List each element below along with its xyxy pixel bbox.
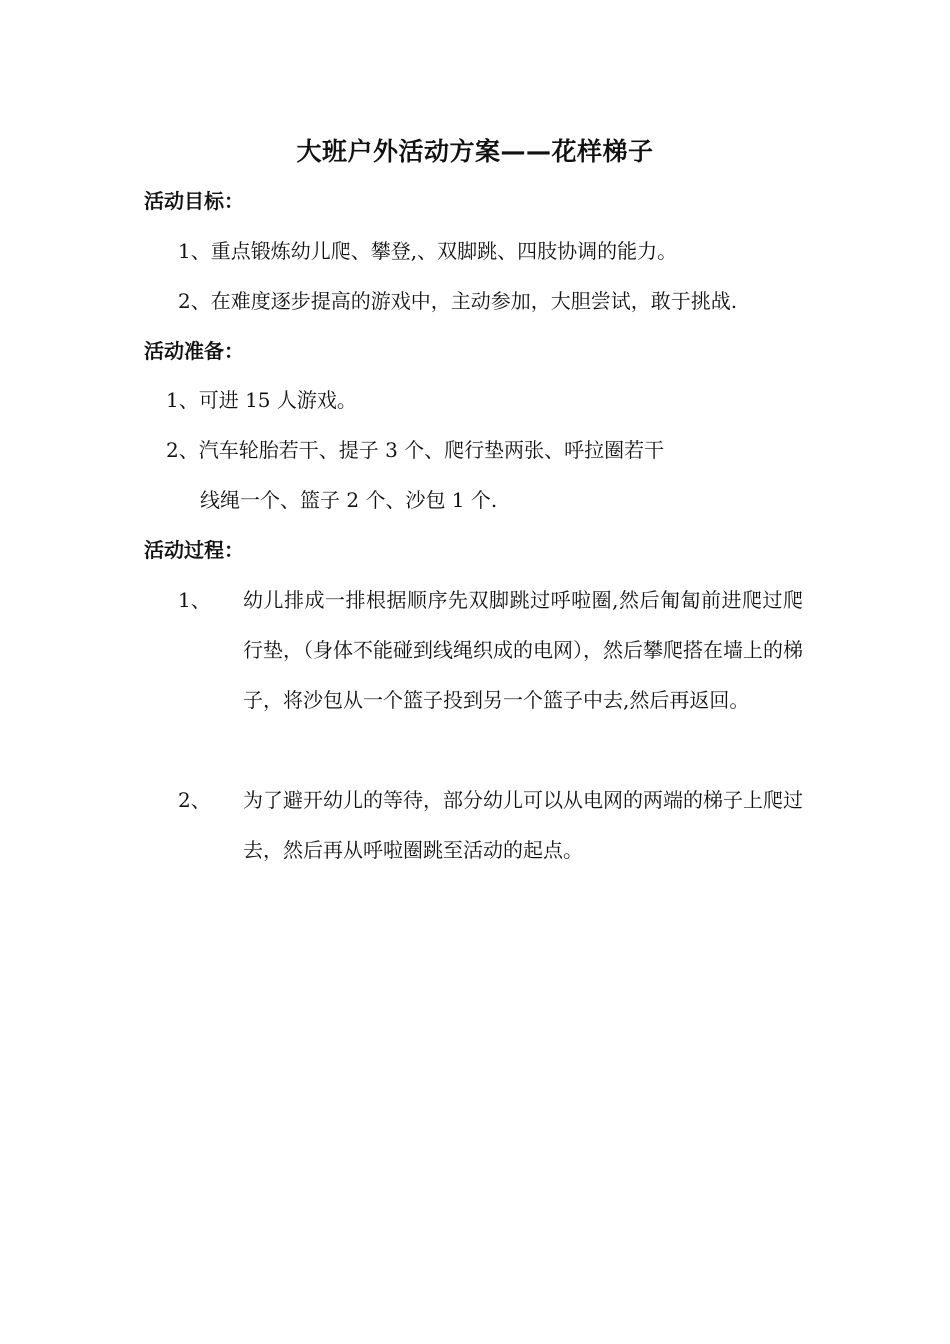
process-heading: 活动过程： (144, 538, 244, 562)
process-step-2-text: 为了避开幼儿的等待，部分幼儿可以从电网的两端的梯子上爬过去，然后再从呼啦圈跳至活动的起点。 (243, 788, 803, 862)
prep-item-1: 1、可进 15 人游戏。 (166, 388, 357, 412)
goals-heading: 活动目标： (144, 189, 244, 213)
prep-item-2: 2、汽车轮胎若干、提子 3 个、爬行垫两张、呼拉圈若干 (166, 438, 665, 462)
prep-item-2-continued: 线绳一个、篮子 2 个、沙包 1 个. (200, 488, 498, 512)
process-step-1-number: 1、 (178, 588, 211, 612)
document-title: 大班户外活动方案——花样梯子 (296, 137, 654, 166)
process-step-2-number: 2、 (178, 788, 211, 812)
process-step-1-text: 幼儿排成一排根据顺序先双脚跳过呼啦圈,然后匍匐前进爬过爬行垫，（身体不能碰到线绳织成的电网），然后攀爬搭在墙上的梯子，将沙包从一个篮子投到另一个篮子中去,然后再返回。 (243, 588, 803, 712)
goals-item-2: 2、在难度逐步提高的游戏中，主动参加，大胆尝试，敢于挑战. (178, 289, 738, 313)
goals-item-1: 1、重点锻炼幼儿爬、攀登,、双脚跳、四肢协调的能力。 (178, 239, 678, 263)
prep-heading: 活动准备： (144, 339, 244, 363)
